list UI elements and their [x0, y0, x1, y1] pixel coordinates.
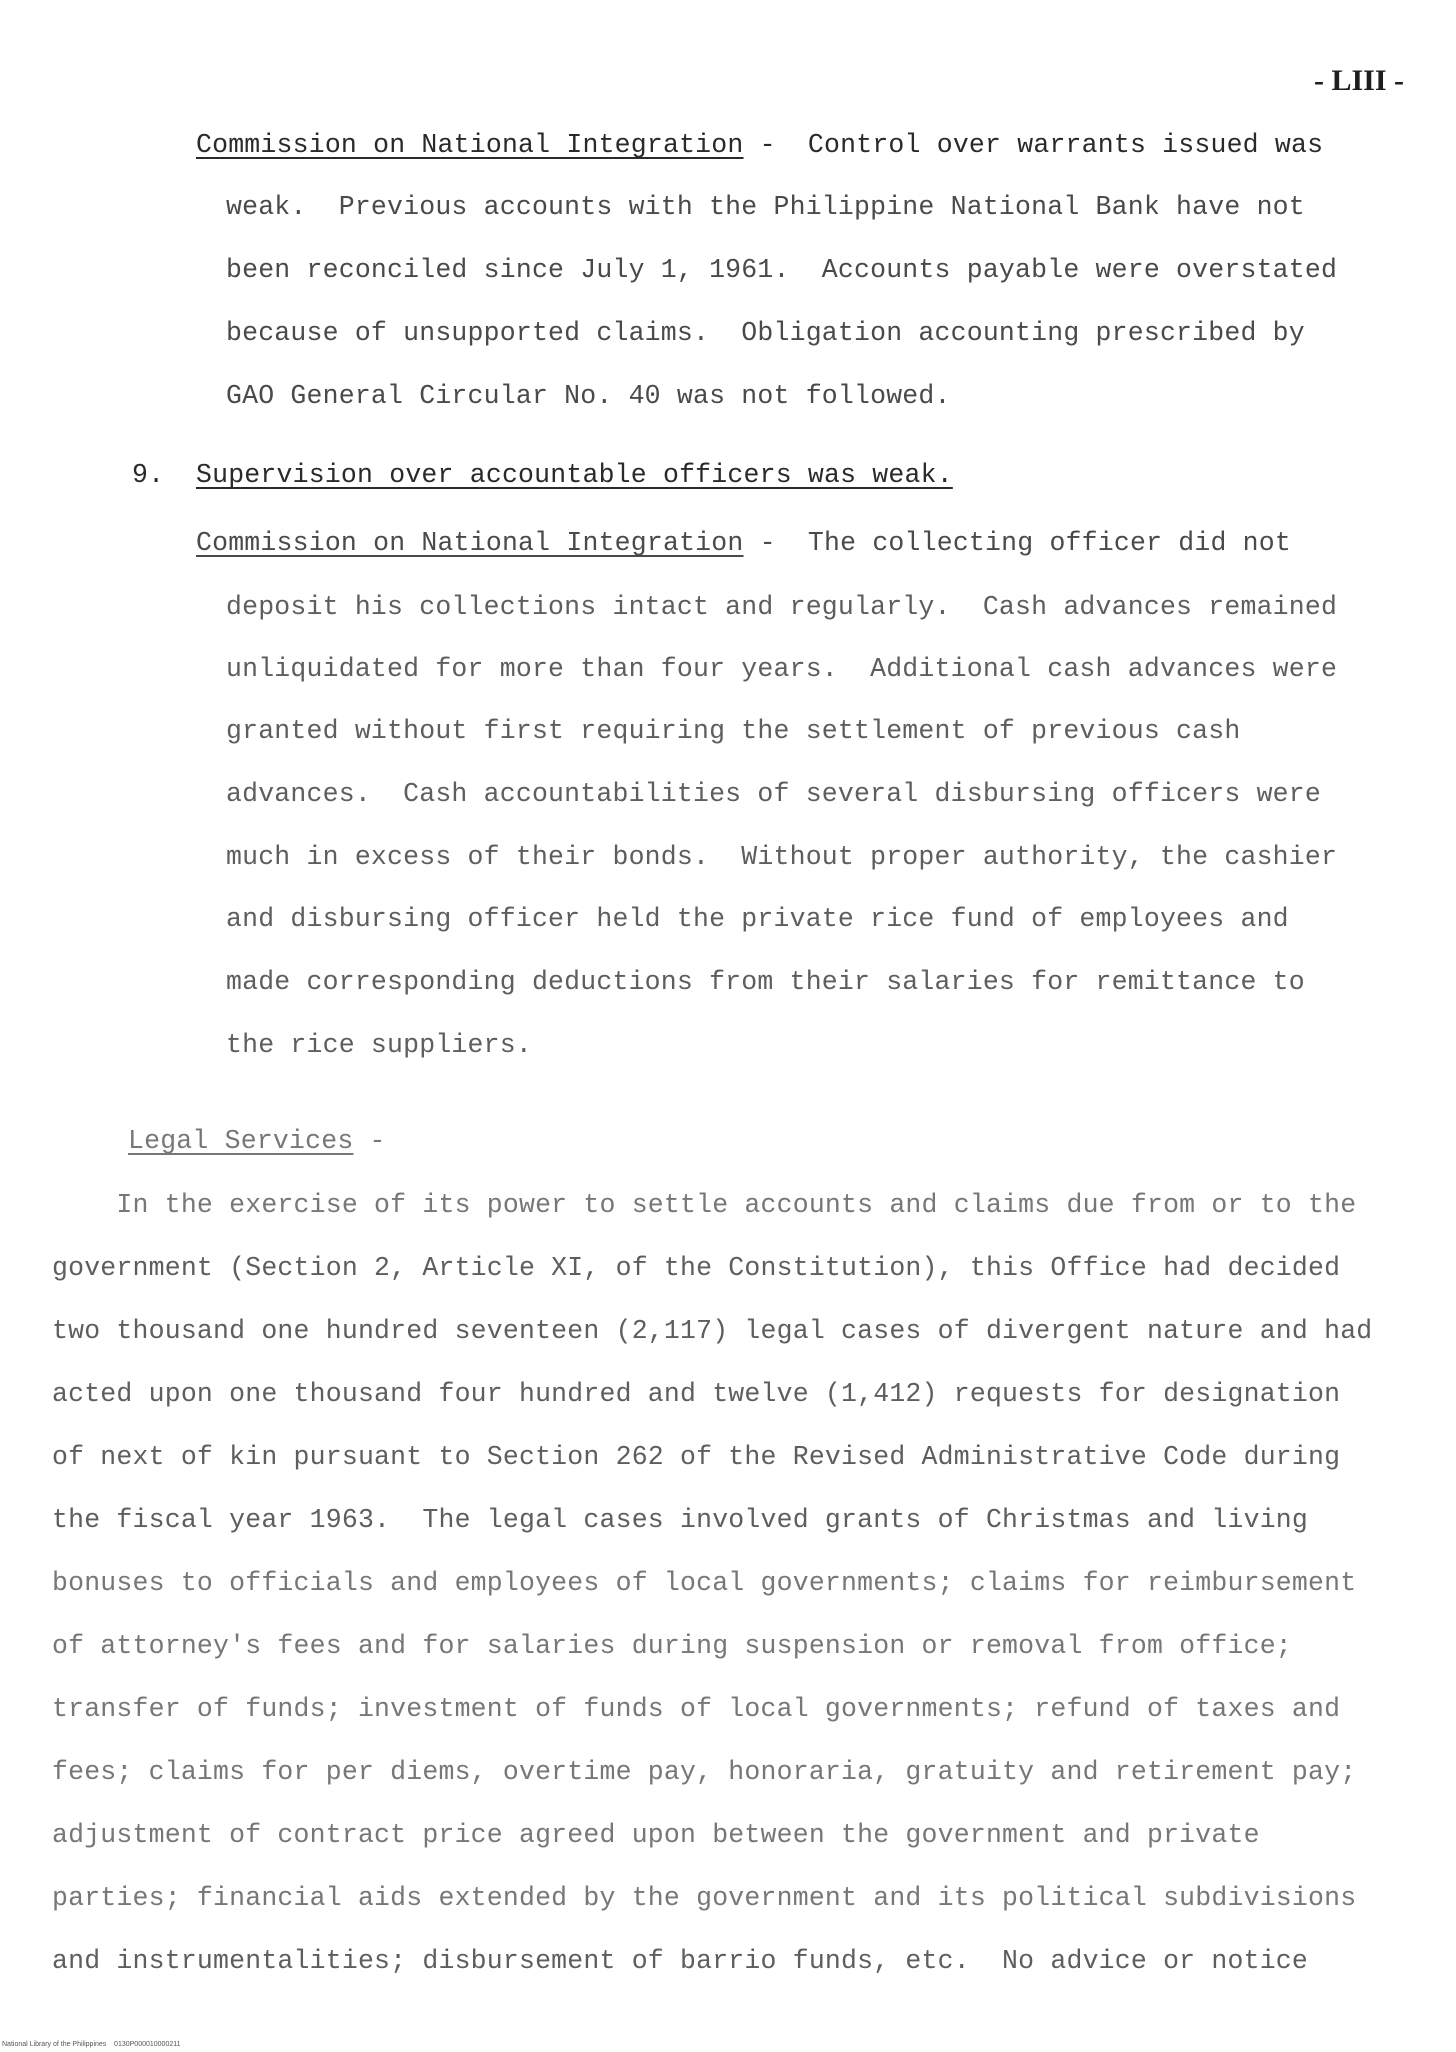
- item9-line-6: much in excess of their bonds. Without proper authority, the cashier: [226, 842, 1338, 872]
- legal-line-6: the fiscal year 1963. The legal cases involved grants of Christmas and living: [52, 1505, 1309, 1535]
- item9-line-8: made corresponding deductions from their salaries for remittance to: [226, 967, 1305, 997]
- legal-line-2: government (Section 2, Article XI, of the Constitution), this Office had decided: [52, 1253, 1341, 1283]
- item9-line-3: unliquidated for more than four years. Additional cash advances were: [226, 654, 1338, 684]
- item9-heading: Supervision over accountable officers was weak.: [196, 460, 953, 490]
- item9-number: 9.: [132, 460, 165, 490]
- section1-line-4: because of unsupported claims. Obligation accounting prescribed by: [226, 318, 1305, 348]
- legal-line-5: of next of kin pursuant to Section 262 of the Revised Administrative Code during: [52, 1442, 1341, 1472]
- legal-line-3: two thousand one hundred seventeen (2,117) legal cases of divergent nature and had: [52, 1316, 1373, 1346]
- legal-line-1: In the exercise of its power to settle accounts and claims due from or to the: [52, 1190, 1357, 1220]
- section1-line-5: GAO General Circular No. 40 was not followed.: [226, 381, 951, 411]
- item9-line-7: and disbursing officer held the private rice fund of employees and: [226, 904, 1289, 934]
- legal-heading: Legal Services: [128, 1126, 354, 1156]
- item9-line-9: the rice suppliers.: [226, 1030, 532, 1060]
- item9-line-4: granted without first requiring the settlement of previous cash: [226, 716, 1241, 746]
- item9-subheading: Commission on National Integration: [196, 528, 744, 558]
- legal-line-11: adjustment of contract price agreed upon between the government and private: [52, 1820, 1260, 1850]
- legal-line-12: parties; financial aids extended by the government and its political subdivisions: [52, 1883, 1357, 1913]
- legal-line-10: fees; claims for per diems, overtime pay, honoraria, gratuity and retirement pay;: [52, 1757, 1357, 1787]
- section1-heading-text: - Control over warrants issued was: [743, 130, 1324, 160]
- item9-subheading-text: - The collecting officer did not: [743, 528, 1291, 558]
- archive-footer: National Library of the Philippines 0130P000010000211: [2, 2041, 181, 2048]
- legal-heading-suffix: -: [353, 1126, 386, 1156]
- legal-heading-line: [128, 1124, 386, 1158]
- legal-line-8: of attorney's fees and for salaries during suspension or removal from office;: [52, 1631, 1292, 1661]
- legal-line-4: acted upon one thousand four hundred and twelve (1,412) requests for designation: [52, 1379, 1341, 1409]
- section1-line-2: weak. Previous accounts with the Philippine National Bank have not: [226, 192, 1305, 222]
- page-number: - LIII -: [1313, 64, 1404, 97]
- item9-line-1: [196, 526, 1291, 560]
- section1-heading: Commission on National Integration: [196, 130, 744, 160]
- section1-line-3: been reconciled since July 1, 1961. Accounts payable were overstated: [226, 255, 1338, 285]
- legal-line-7: bonuses to officials and employees of local governments; claims for reimbursement: [52, 1568, 1357, 1598]
- legal-line-9: transfer of funds; investment of funds of local governments; refund of taxes and: [52, 1694, 1341, 1724]
- legal-line-13: and instrumentalities; disbursement of barrio funds, etc. No advice or notice: [52, 1946, 1309, 1976]
- item9-line-5: advances. Cash accountabilities of several disbursing officers were: [226, 779, 1321, 809]
- section1-line-1: [196, 128, 1323, 162]
- item9-line-2: deposit his collections intact and regularly. Cash advances remained: [226, 592, 1338, 622]
